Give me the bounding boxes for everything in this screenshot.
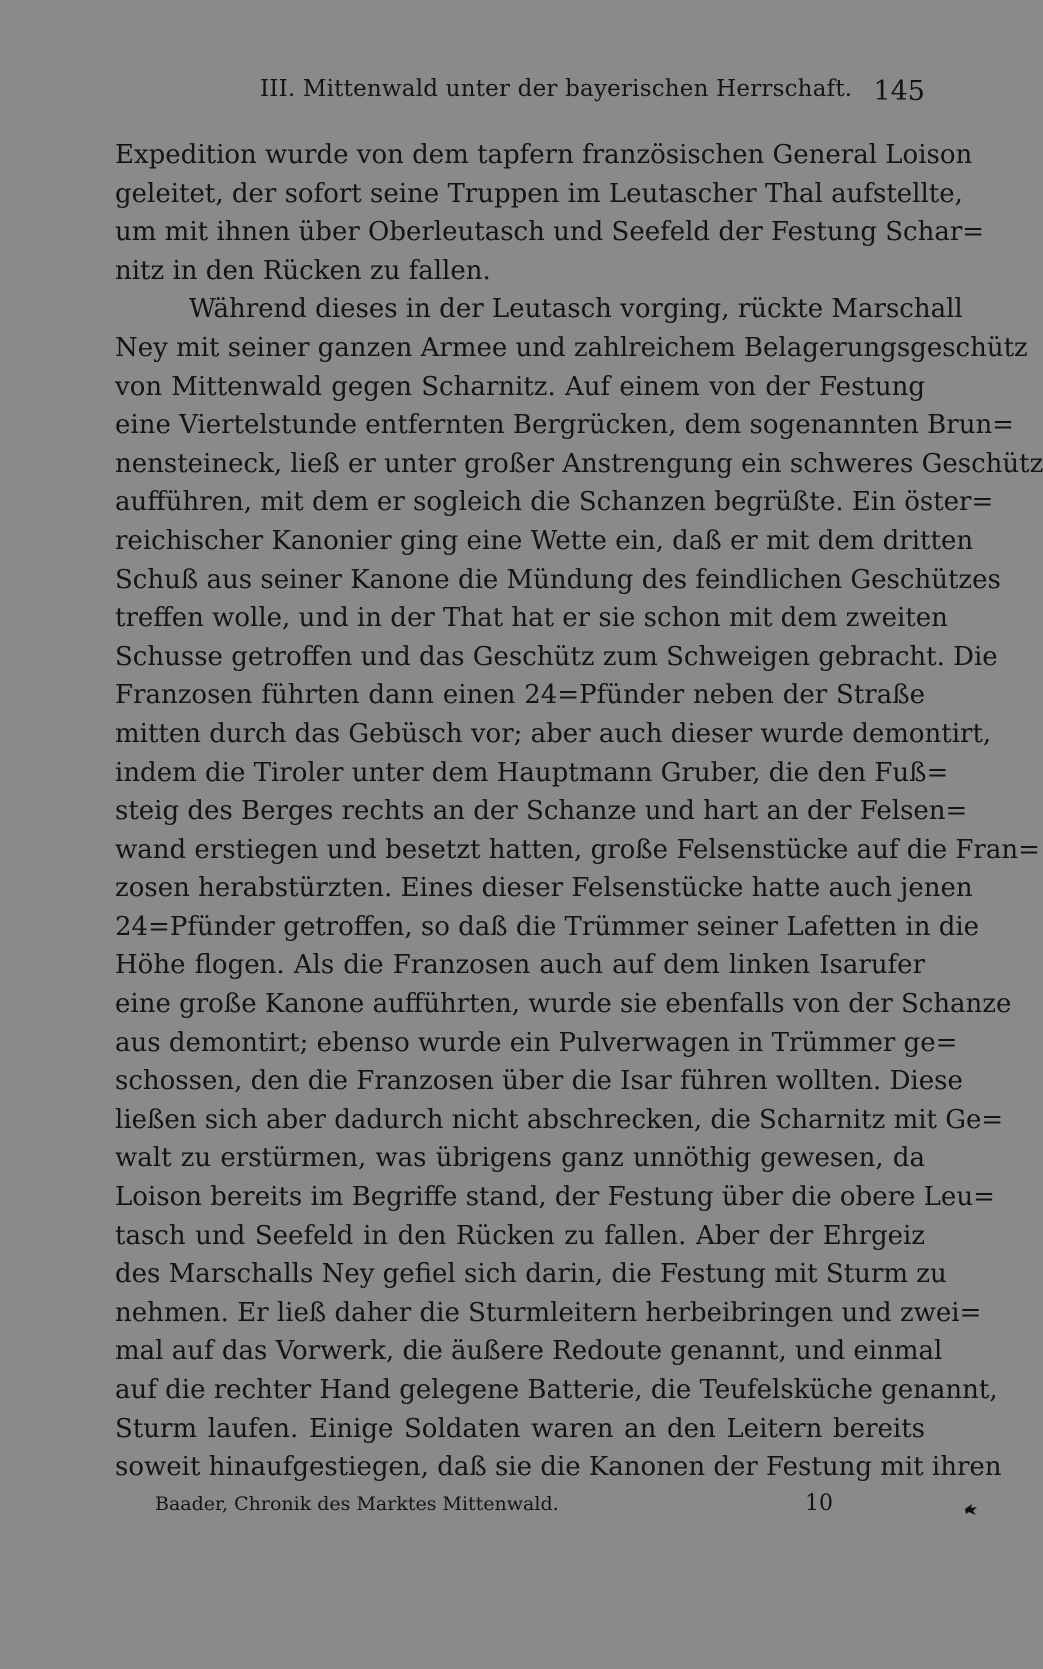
text-line: ließen sich aber dadurch nicht abschrecken, die Scharnitz mit Ge= <box>115 1104 1004 1135</box>
text-line: nitz in den Rücken zu fallen. <box>115 255 491 286</box>
text-line: walt zu erstürmen, was übrigens ganz unnöthig gewesen, da <box>115 1143 925 1174</box>
text-line: mitten durch das Gebüsch vor; aber auch dieser wurde demontirt, <box>115 718 992 749</box>
text-line: steig des Berges rechts an der Schanze und hart an der Felsen= <box>115 796 968 827</box>
text-line: um mit ihnen über Oberleutasch und Seefeld der Festung Schar= <box>115 217 985 248</box>
text-line: Schuß aus seiner Kanone die Mündung des feindlichen Geschützes <box>115 564 1001 595</box>
text-line: auf die rechter Hand gelegene Batterie, die Teufelsküche genannt, <box>115 1375 998 1405</box>
signature-line: Baader, Chronik des Marktes Mittenwald. <box>155 1493 559 1515</box>
text-line: von Mittenwald gegen Scharnitz. Auf einem von der Festung <box>115 371 925 402</box>
text-line: wand erstiegen und besetzt hatten, große Felsenstücke auf die Fran= <box>115 834 1040 865</box>
text-line: aufführen, mit dem er sogleich die Schanzen begrüßte. Ein öster= <box>115 487 994 518</box>
text-line: mal auf das Vorwerk, die äußere Redoute genannt, und einmal <box>115 1336 943 1367</box>
text-line: Ney mit seiner ganzen Armee und zahlreichem Belagerungsgeschütz <box>115 332 1028 363</box>
text-line: Expedition wurde von dem tapfern französischen General Loison <box>115 140 973 170</box>
text-line: eine Viertelstunde entfernten Bergrücken, dem sogenannten Brun= <box>115 410 1014 441</box>
ink-speck-icon <box>963 1501 979 1517</box>
text-line: nensteineck, ließ er unter großer Anstrengung ein schweres Geschütz <box>115 448 1043 479</box>
footer <box>155 1493 855 1523</box>
text-line: zosen herabstürzten. Eines dieser Felsenstücke hatte auch jenen <box>115 873 973 904</box>
text-line: eine große Kanone aufführten, wurde sie ebenfalls von der Schanze <box>115 989 1012 1020</box>
text-line: treffen wolle, und in der That hat er sie schon mit dem zweiten <box>115 603 948 634</box>
text-line: reichischer Kanonier ging eine Wette ein, daß er mit dem dritten <box>115 525 974 556</box>
text-line: Franzosen führten dann einen 24=Pfünder neben der Straße <box>115 680 925 711</box>
sheet-number: 10 <box>805 1491 833 1516</box>
text-line: aus demontirt; ebenso wurde ein Pulverwagen in Trümmer ge= <box>115 1027 958 1058</box>
text-line: indem die Tiroler unter dem Hauptmann Gruber, die den Fuß= <box>115 757 949 788</box>
text-line: des Marschalls Ney gefiel sich darin, die Festung mit Sturm zu <box>115 1259 947 1290</box>
running-head <box>115 72 925 112</box>
text-line: tasch und Seefeld in den Rücken zu fallen. Aber der Ehrgeiz <box>115 1220 925 1251</box>
body-text <box>115 136 1043 1487</box>
page-number: 145 <box>873 76 925 107</box>
text-line: 24=Pfünder getroffen, so daß die Trümmer seiner Lafetten in die <box>115 911 980 942</box>
text-line: soweit hinaufgestiegen, daß sie die Kanonen der Festung mit ihren <box>115 1452 1002 1483</box>
text-line: nehmen. Er ließ daher die Sturmleitern herbeibringen und zwei= <box>115 1297 982 1328</box>
text-line: Loison bereits im Begriffe stand, der Festung über die obere Leu= <box>115 1182 995 1213</box>
text-line: Höhe flogen. Als die Franzosen auch auf dem linken Isarufer <box>115 950 925 981</box>
text-line: geleitet, der sofort seine Truppen im Leutascher Thal aufstellte, <box>115 178 963 209</box>
text-line: schossen, den die Franzosen über die Isar führen wollten. Diese <box>115 1066 963 1097</box>
text-line-paragraph-start: Während dieses in der Leutasch vorging, rückte Marschall <box>189 294 963 325</box>
running-title: III. Mittenwald unter der bayerischen Herrschaft. <box>260 76 853 102</box>
text-line: Schusse getroffen und das Geschütz zum Schweigen gebracht. Die <box>115 641 998 672</box>
text-line: Sturm laufen. Einige Soldaten waren an den Leitern bereits <box>115 1413 925 1444</box>
